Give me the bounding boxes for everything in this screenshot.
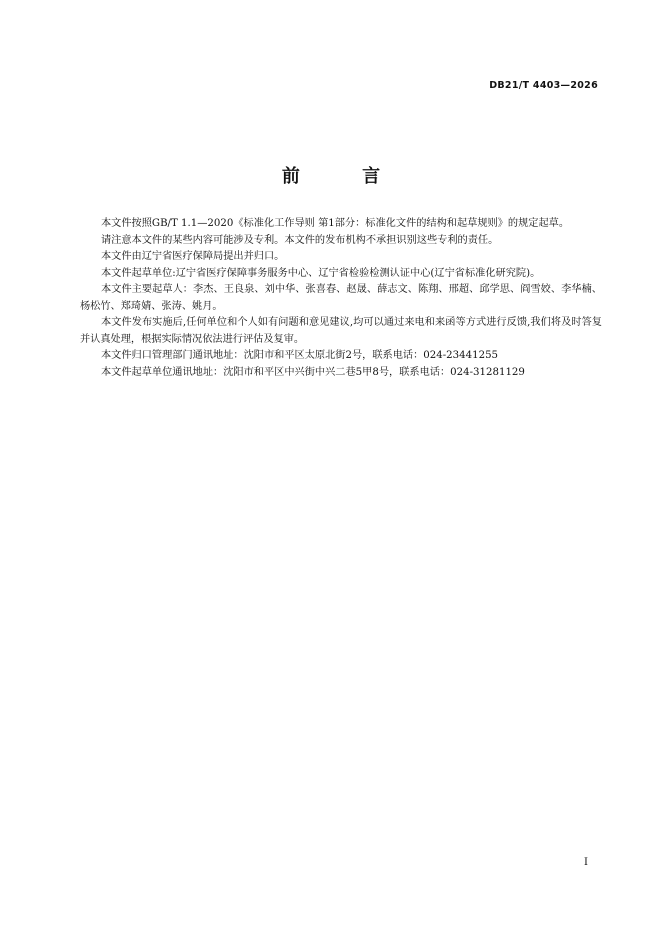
page-title: 前 言: [281, 166, 409, 187]
paragraph-drafting-rules: 本文件按照GB/T 1.1—2020《标准化工作导则 第1部分：标准化文件的结构和起草规则》的规定起草。: [101, 218, 570, 229]
document-code: DB21/T 4403—2026: [489, 80, 598, 91]
paragraph-drafting-units: 本文件起草单位:辽宁省医疗保障事务服务中心、辽宁省检验检测认证中心(辽宁省标准化研究院)。: [101, 267, 541, 279]
paragraph-patent-notice: 请注意本文件的某些内容可能涉及专利。本文件的发布机构不承担识别这些专利的责任。: [101, 234, 499, 246]
foreword-body: [80, 216, 602, 381]
paragraph-proposer: 本文件由辽宁省医疗保障局提出并归口。: [101, 251, 285, 262]
paragraph-drafter-address: 本文件起草单位通讯地址：沈阳市和平区中兴街中兴二巷5甲8号，联系电话：024-31281129: [101, 366, 525, 378]
paragraph-drafters: 本文件主要起草人：李杰、王良泉、刘中华、张喜春、赵晟、薛志文、陈翔、邢超、邱学思、阎雪姣、李华楠、杨松竹、郑琦婧、张涛、姚月。: [80, 284, 602, 312]
page-number: I: [584, 857, 588, 868]
paragraph-authority-address: 本文件归口管理部门通讯地址：沈阳市和平区太原北街2号，联系电话：024-23441255: [101, 350, 499, 361]
paragraph-feedback: 本文件发布实施后,任何单位和个人如有问题和意见建议,均可以通过来电和来函等方式进行反馈,我们将及时答复并认真处理，根据实际情况依法进行评估及复审。: [80, 317, 602, 345]
